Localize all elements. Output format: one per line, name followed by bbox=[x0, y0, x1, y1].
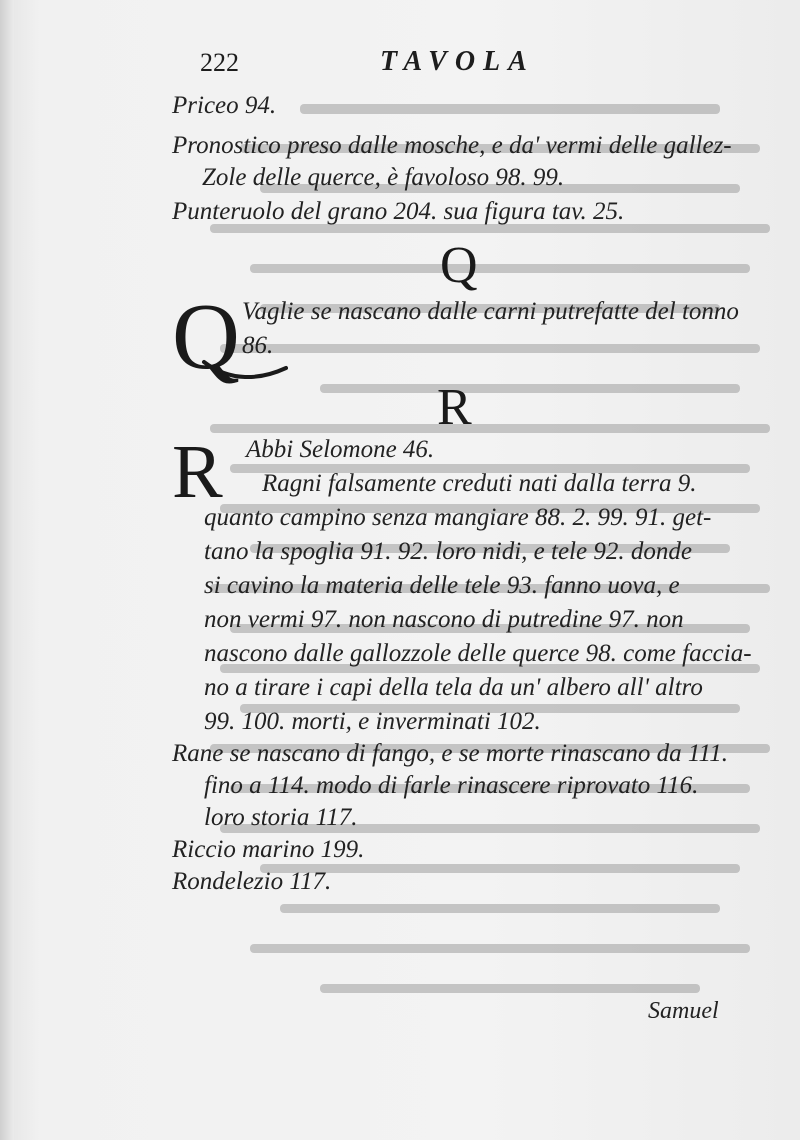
index-entry-line: Pronostico preso dalle mosche, e da' vermi delle gallez- bbox=[172, 132, 732, 159]
catchword: Samuel bbox=[648, 998, 719, 1024]
index-entry-line: tano la spoglia 91. 92. loro nidi, e tele 92. donde bbox=[204, 538, 692, 565]
index-entry-line: si cavino la materia delle tele 93. fanno uova, e bbox=[204, 572, 680, 599]
index-entry-line: Punteruolo del grano 204. sua figura tav. 25. bbox=[172, 198, 625, 225]
index-entry-line: fino a 114. modo di farle rinascere riprovato 116. bbox=[204, 772, 699, 799]
section-heading-r: R bbox=[437, 379, 472, 436]
index-entry-line: Ragni falsamente creduti nati dalla terra 9. bbox=[262, 470, 697, 497]
index-entry-line: 99. 100. morti, e inverminati 102. bbox=[204, 708, 541, 735]
index-entry-line: nascono dalle gallozzole delle querce 98. come faccia- bbox=[204, 640, 752, 667]
index-entry-line: Rondelezio 117. bbox=[172, 868, 332, 895]
index-entry-line: Vaglie se nascano dalle carni putrefatte del tonno bbox=[242, 298, 739, 325]
index-entry-line: quanto campino senza mangiare 88. 2. 99. 91. get- bbox=[204, 504, 712, 531]
index-entry-line: loro storia 117. bbox=[204, 804, 358, 831]
section-heading-q: Q bbox=[440, 237, 478, 294]
page-number: 222 bbox=[200, 48, 239, 77]
index-entry-line: Riccio marino 199. bbox=[172, 836, 365, 863]
index-entry-line: Zole delle querce, è favoloso 98. 99. bbox=[202, 164, 565, 191]
index-entry-line: non vermi 97. non nascono di putredine 97. non bbox=[204, 606, 684, 633]
dropcap-r: R bbox=[172, 430, 223, 514]
index-entry-line: Abbi Selomone 46. bbox=[246, 436, 435, 463]
index-entry-line: Priceo 94. bbox=[172, 92, 277, 119]
dropcap-q: Q bbox=[172, 285, 240, 389]
index-entry-line: Rane se nascano di fango, e se morte rinascano da 111. bbox=[172, 740, 728, 767]
running-title: TAVOLA bbox=[380, 46, 535, 77]
index-entry-line: no a tirare i capi della tela da un' albero all' altro bbox=[204, 674, 703, 701]
index-entry-line: 86. bbox=[242, 332, 274, 359]
